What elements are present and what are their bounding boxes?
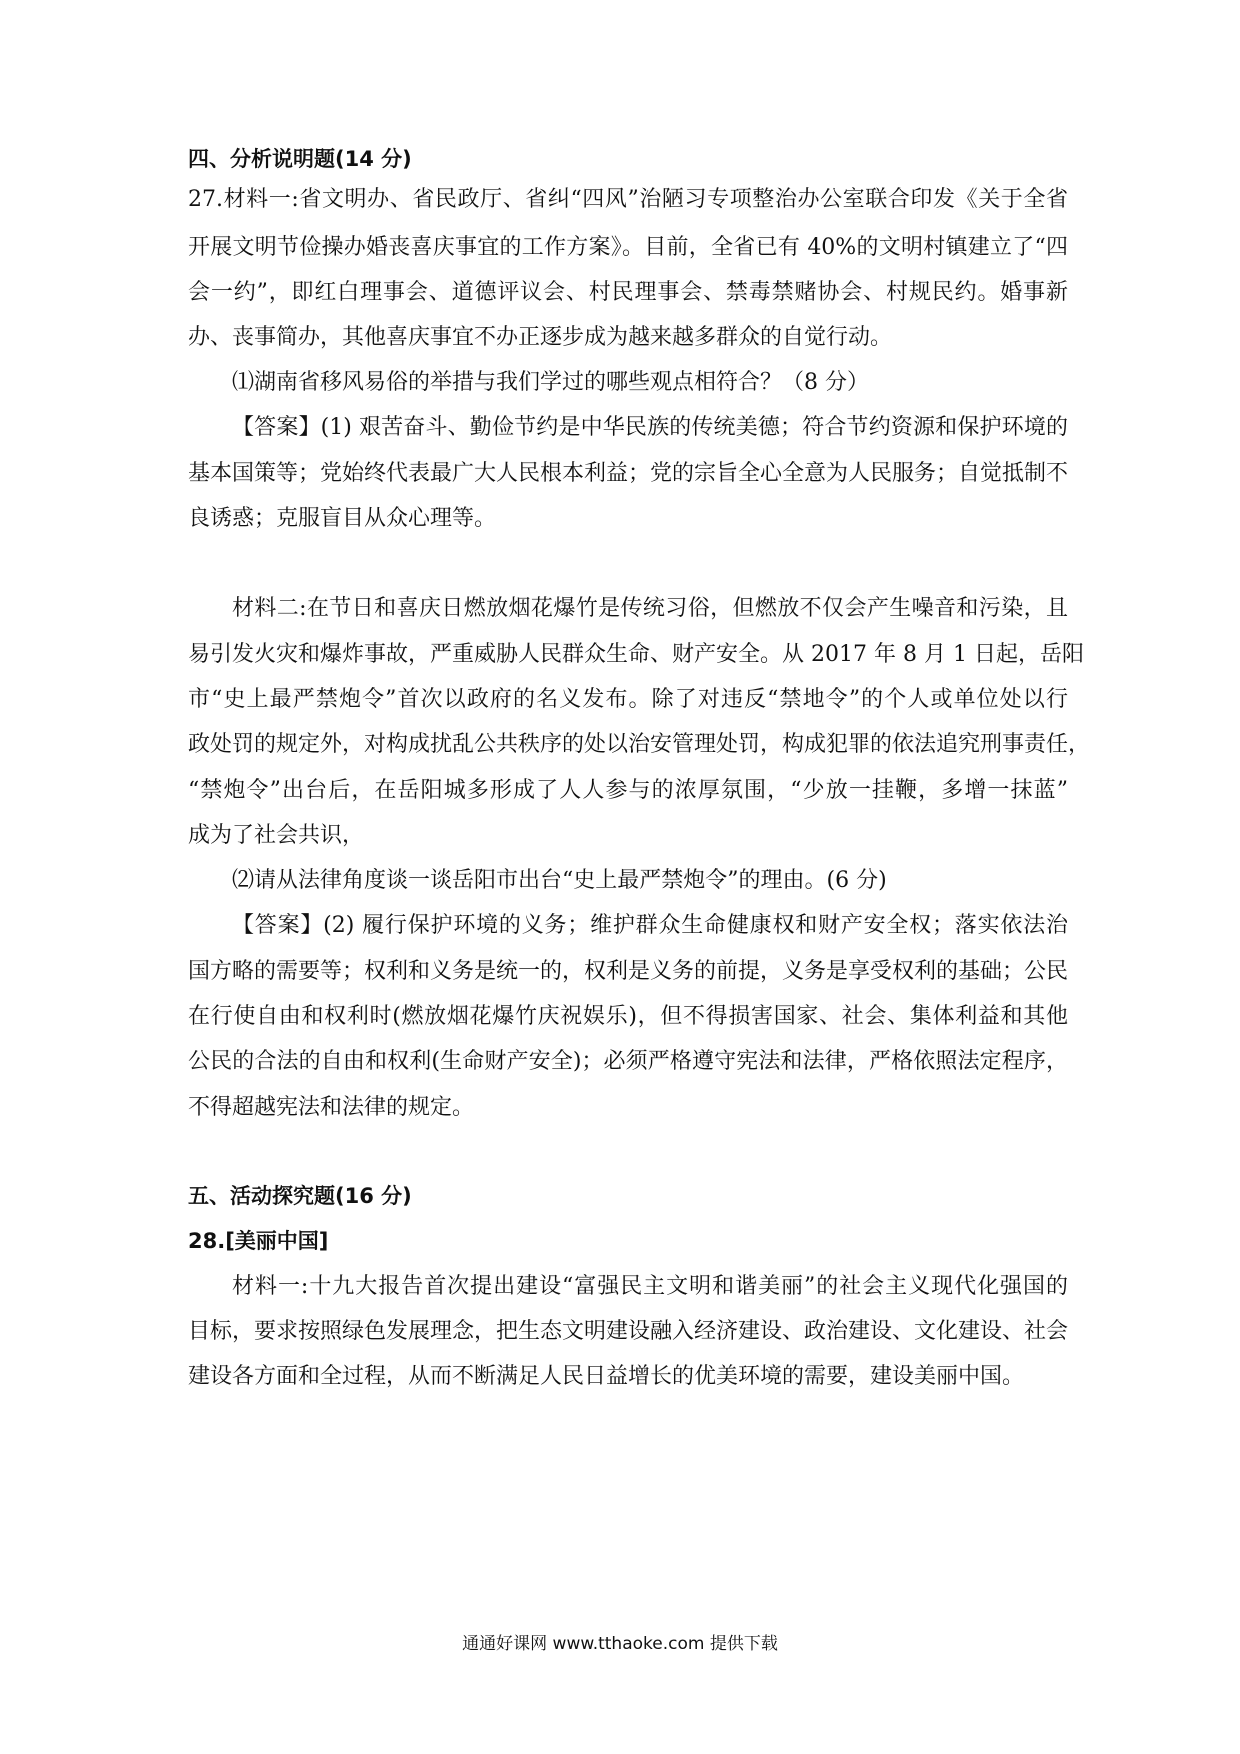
q28-material1-line: 建设各方面和全过程，从而不断满足人民日益增长的优美环境的需要，建设美丽中国。 — [188, 1364, 1025, 1389]
q28-material1-line: 材料一:十九大报告首次提出建设“富强民主文明和谐美丽”的社会主义现代化强国的 — [232, 1274, 1068, 1299]
q28-material1-line: 目标，要求按照绿色发展理念，把生态文明建设融入经济建设、政治建设、文化建设、社会 — [188, 1319, 1069, 1344]
q27-answer2-line: 在行使自由和权利时(燃放烟花爆竹庆祝娱乐)，但不得损害国家、社会、集体利益和其他 — [188, 1004, 1068, 1029]
q27-answer1-line: 【答案】(1) 艰苦奋斗、勤俭节约是中华民族的传统美德；符合节约资源和保护环境的 — [232, 415, 1068, 440]
section-5-heading: 五、活动探究题(16 分) — [188, 1184, 412, 1208]
q27-material1-line: 办、丧事简办，其他喜庆事宜不办正逐步成为越来越多群众的自觉行动。 — [188, 325, 893, 350]
q27-question2: ⑵请从法律角度谈一谈岳阳市出台“史上最严禁炮令”的理由。(6 分) — [232, 868, 887, 893]
section-4-heading: 四、分析说明题(14 分) — [188, 147, 412, 171]
q27-material2-line: 材料二:在节日和喜庆日燃放烟花爆竹是传统习俗，但燃放不仅会产生噪音和污染，且 — [232, 596, 1068, 621]
q28-title: 28.[美丽中国] — [188, 1229, 329, 1253]
q27-material1-line: 开展文明节俭操办婚丧喜庆事宜的工作方案》。目前，全省已有 40%的文明村镇建立了“四 — [188, 235, 1068, 260]
q27-material2-line: 易引发火灾和爆炸事故，严重威胁人民群众生命、财产安全。从 2017 年 8 月 1 日起，岳阳 — [188, 642, 1084, 667]
download-footer: 通通好课网 www.tthaoke.com 提供下载 — [462, 1634, 778, 1654]
q27-answer1-line: 良诱惑；克服盲目从众心理等。 — [188, 506, 497, 531]
q27-material1-line: 27.材料一:省文明办、省民政厅、省纠“四风”治陋习专项整治办公室联合印发《关于全省 — [188, 187, 1068, 212]
q27-material2-line: 政处罚的规定外，对构成扰乱公共秩序的处以治安管理处罚，构成犯罪的依法追究刑事责任， — [188, 732, 1091, 757]
q27-material2-line: 市“史上最严禁炮令”首次以政府的名义发布。除了对违反“禁地令”的个人或单位处以行 — [188, 687, 1068, 712]
q27-question1: ⑴湖南省移风易俗的举措与我们学过的哪些观点相符合？（8 分） — [232, 370, 869, 395]
q27-answer2-line: 公民的合法的自由和权利(生命财产安全)；必须严格遵守宪法和法律，严格依照法定程序， — [188, 1049, 1068, 1074]
q27-answer2-line: 【答案】(2) 履行保护环境的义务；维护群众生命健康权和财产安全权；落实依法治 — [232, 913, 1068, 938]
q27-material2-line: 成为了社会共识， — [188, 823, 365, 848]
q27-material1-line: 会一约”，即红白理事会、道德评议会、村民理事会、禁毒禁赌协会、村规民约。婚事新 — [188, 280, 1068, 305]
q27-material2-line: “禁炮令”出台后，在岳阳城多形成了人人参与的浓厚氛围，“少放一挂鞭，多增一抹蓝” — [188, 778, 1068, 803]
q27-answer2-line: 国方略的需要等；权利和义务是统一的，权利是义务的前提，义务是享受权利的基础；公民 — [188, 959, 1069, 984]
q27-answer2-line: 不得超越宪法和法律的规定。 — [188, 1095, 475, 1120]
q27-answer1-line: 基本国策等；党始终代表最广大人民根本利益；党的宗旨全心全意为人民服务；自觉抵制不 — [188, 461, 1069, 486]
